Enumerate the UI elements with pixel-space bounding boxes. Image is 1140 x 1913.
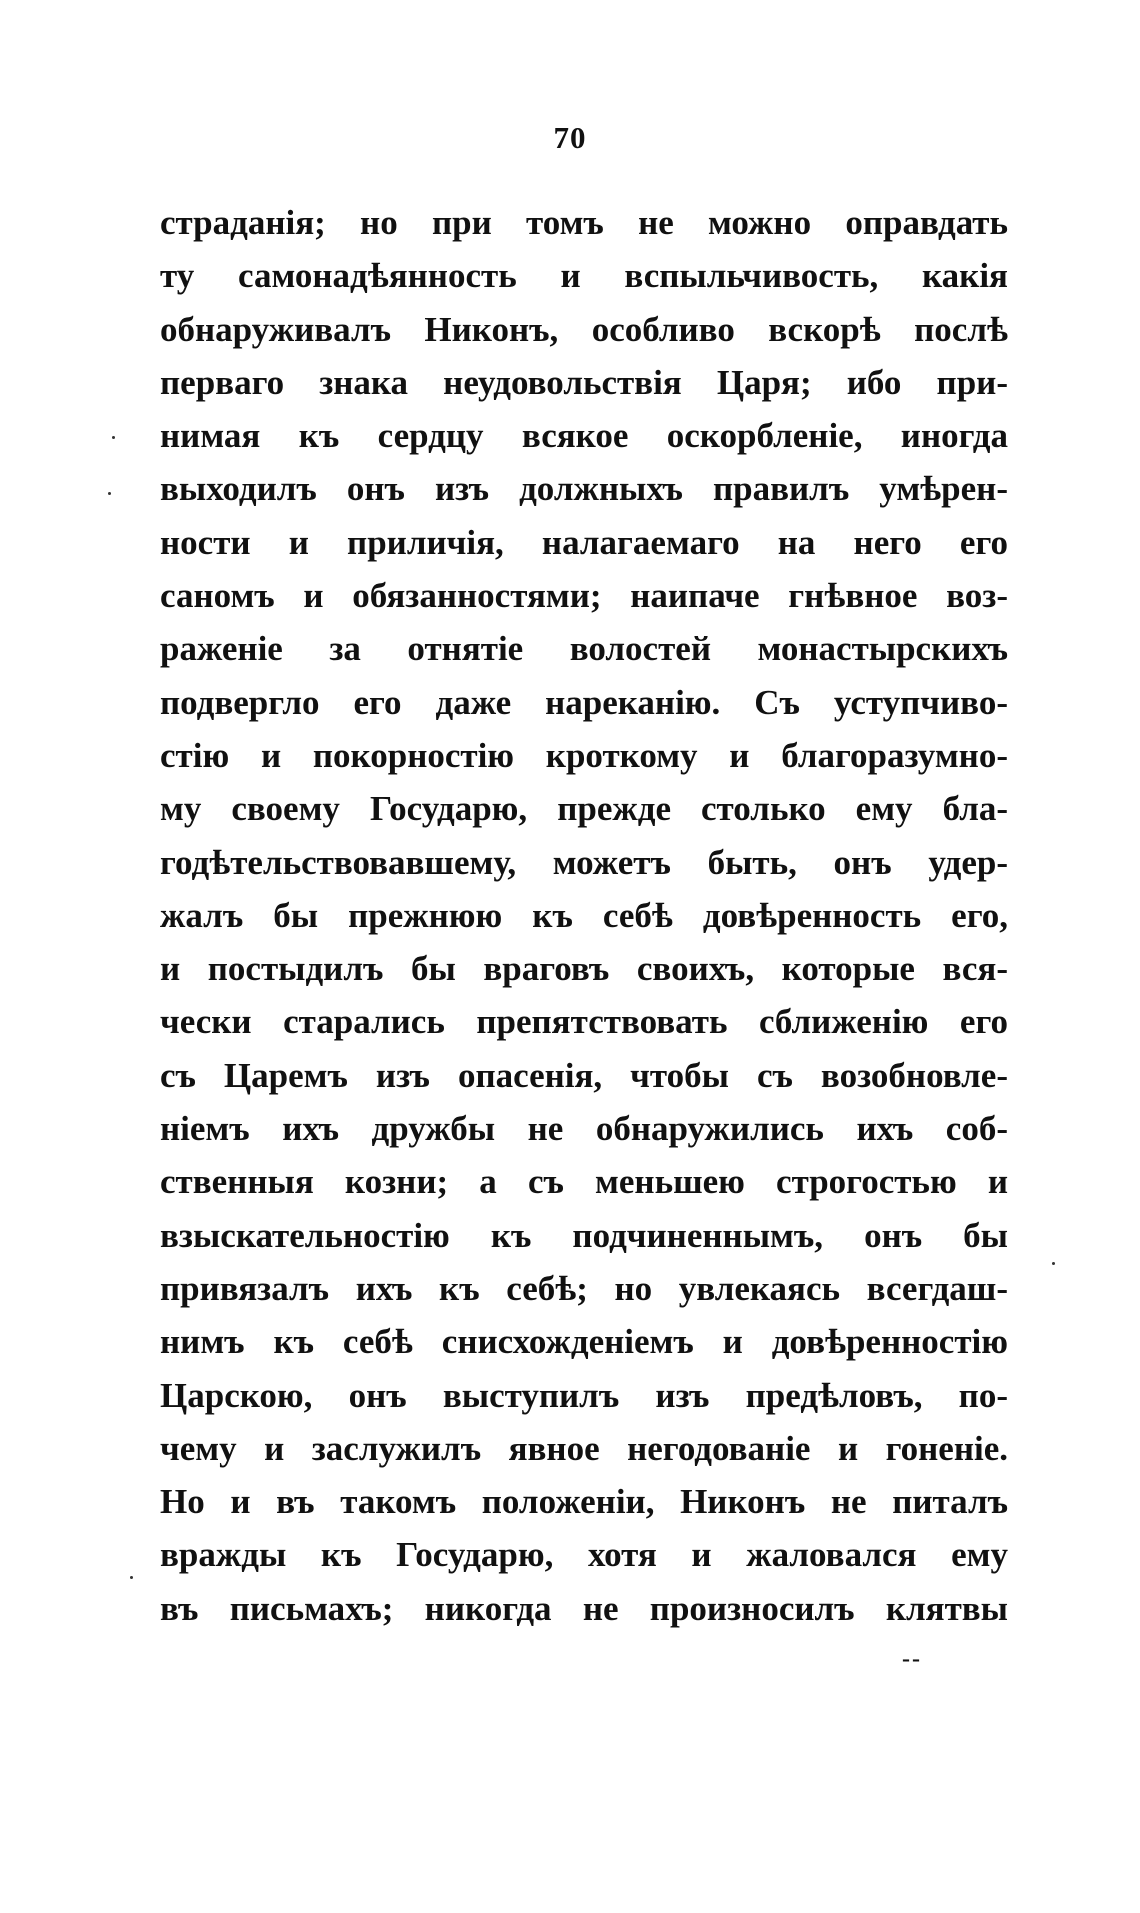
text-line: въ письмахъ; никогда не произносилъ клятвы [160,1588,1008,1628]
text-line: годѣтельствовавшему, можетъ быть, онъ удер- [160,842,1008,882]
text-line: вражды къ Государю, хотя и жаловался ему [160,1535,1008,1575]
text-line: ственныя козни; а съ меньшею строгостью и [160,1162,1008,1202]
text-line: обнаруживалъ Никонъ, особливо вскорѣ послѣ [160,309,1008,349]
text-line: саномъ и обязанностями; наипаче гнѣвное воз- [160,576,1008,616]
page-number: 70 [553,120,587,155]
text-line: нимая къ сердцу всякое оскорбленіе, иногда [160,416,1008,456]
catchword: -- [902,1646,922,1672]
text-line: нимъ къ себѣ снисхожденіемъ и довѣренностію [160,1322,1008,1362]
text-line: жалъ бы прежнюю къ себѣ довѣренность его, [160,895,1008,935]
text-line: выходилъ онъ изъ должныхъ правилъ умѣрен- [160,469,1008,509]
text-line: перваго знака неудовольствія Царя; ибо при- [160,362,1008,402]
text-line: страданія; но при томъ не можно оправдать [160,203,1008,242]
print-speck [108,492,111,495]
body-text [160,196,1008,1635]
text-line: Царскою, онъ выступилъ изъ предѣловъ, по- [160,1375,1008,1415]
print-speck [112,436,115,439]
text-line: стію и покорностію кроткому и благоразумно- [160,735,1008,775]
text-line: чески старались препятствовать сближенію его [160,1002,1008,1042]
text-line: съ Царемъ изъ опасенія, чтобы съ возобновле- [160,1055,1008,1095]
text-line: привязалъ ихъ къ себѣ; но увлекаясь всегдаш- [160,1268,1008,1308]
text-line: ту самонадѣянность и вспыльчивость, какія [160,256,1008,296]
text-line: взыскательностію къ подчиненнымъ, онъ бы [160,1215,1008,1255]
text-line: чему и заслужилъ явное негодованіе и гоненіе. [160,1428,1008,1468]
text-line: подвергло его даже нареканію. Съ уступчиво- [160,682,1008,722]
text-line: Но и въ такомъ положеніи, Никонъ не питалъ [160,1482,1008,1522]
text-line: и постыдилъ бы враговъ своихъ, которые вся- [160,949,1008,989]
text-line: ности и приличія, налагаемаго на него его [160,522,1008,562]
print-speck [1052,1262,1055,1265]
text-line: му своему Государю, прежде столько ему бла- [160,789,1008,829]
text-line: ніемъ ихъ дружбы не обнаружились ихъ соб- [160,1109,1008,1149]
text-line: раженіе за отнятіе волостей монастырскихъ [160,629,1008,669]
print-speck [130,1576,133,1579]
